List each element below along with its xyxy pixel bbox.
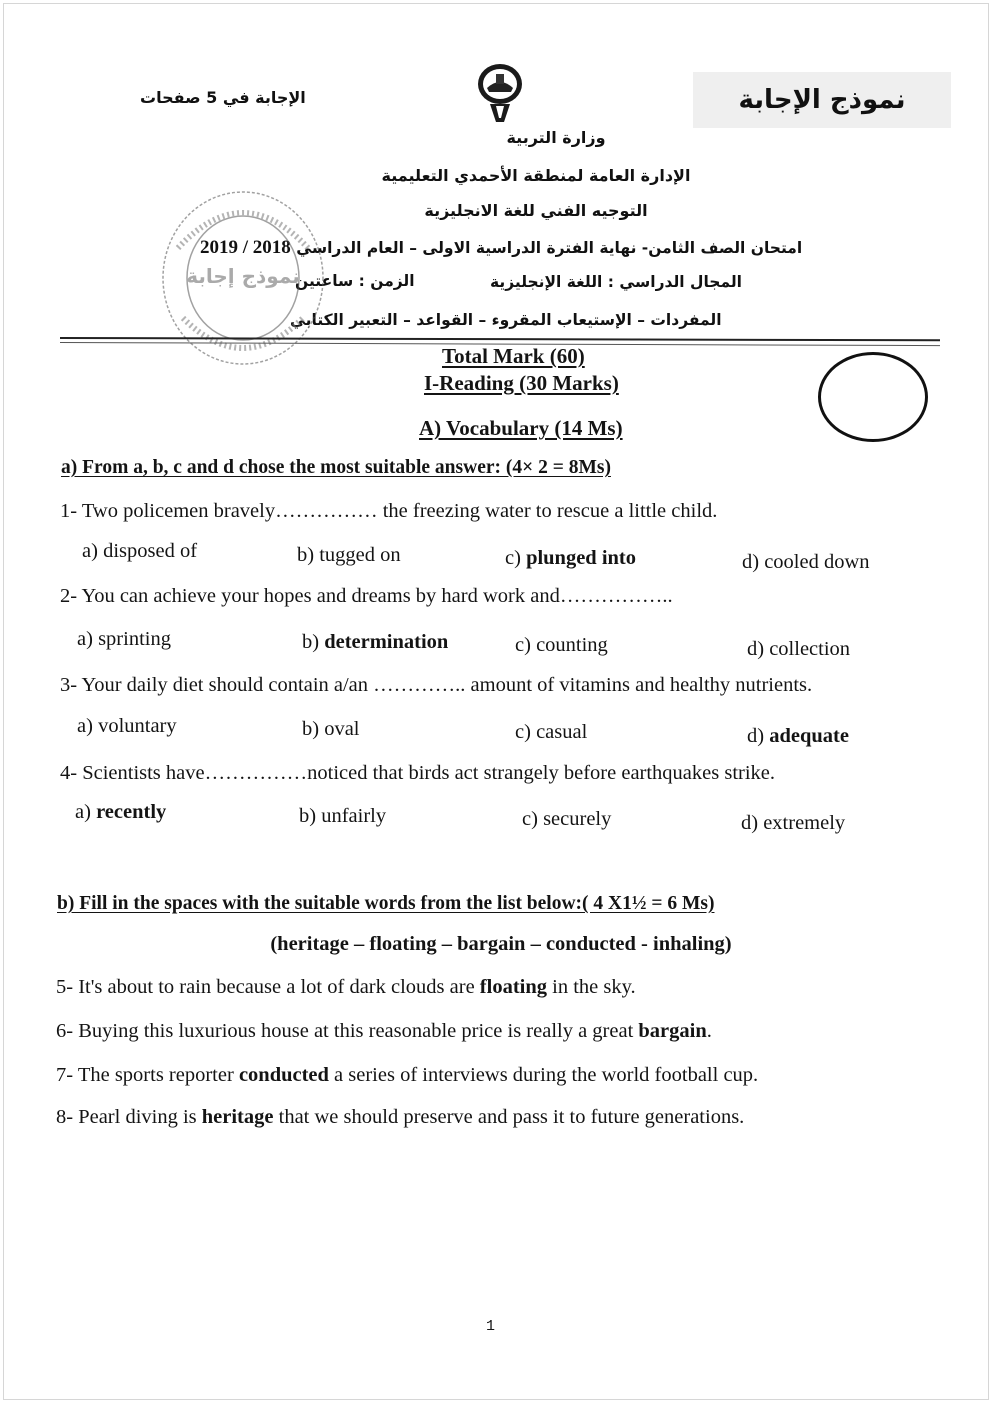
q4-option-b: b) unfairly <box>299 805 387 827</box>
sentence-8: 8- Pearl diving is heritage that we should preserve and pass it to future generations. <box>56 1106 745 1128</box>
english-guidance-dept: التوجيه الفني للغة الانجليزية <box>424 201 648 220</box>
q3-option-a: a) voluntary <box>77 715 177 737</box>
q2-option-c: c) counting <box>515 634 608 656</box>
subject-field: المجال الدراسي : اللغة الإنجليزية <box>490 273 742 291</box>
model-answer-label: نموذج الإجابة <box>738 85 906 115</box>
question-4: 4- Scientists have……………noticed that birds act strangely before earthquakes strike. <box>60 762 776 784</box>
reading-section-title: I-Reading (30 Marks) <box>424 371 619 395</box>
sentence-7: 7- The sports reporter conducted a series of interviews during the world football cup. <box>56 1064 759 1086</box>
q2-option-b-correct: b) determination <box>302 631 449 653</box>
ministry-emblem-icon <box>474 60 526 126</box>
model-answer-label-box <box>693 72 951 128</box>
q4-option-d: d) extremely <box>741 812 846 834</box>
page-number: 1 <box>486 1318 496 1335</box>
section-a-heading: a) From a, b, c and d chose the most suitable answer: (4× 2 = 8Ms) <box>61 457 611 478</box>
q3-option-d-correct: d) adequate <box>747 725 849 747</box>
q1-option-d: d) cooled down <box>742 551 870 573</box>
vocabulary-section-title: A) Vocabulary (14 Ms) <box>419 416 623 440</box>
score-circle <box>818 352 928 442</box>
question-2: 2- You can achieve your hopes and dreams by hard work and…………….. <box>60 585 673 607</box>
q2-option-d: d) collection <box>747 638 851 660</box>
exam-description: امتحان الصف الثامن- نهاية الفترة الدراسية الاولى – العام الدراسي <box>296 239 803 257</box>
academic-year: 2019 / 2018 <box>200 237 291 258</box>
sentence-5: 5- It's about to rain because a lot of dark clouds are floating in the sky. <box>56 976 636 998</box>
q1-option-c-correct: c) plunged into <box>505 547 637 569</box>
stamp-text: نموذج إجابة <box>186 264 300 288</box>
q3-option-c: c) casual <box>515 721 588 743</box>
word-list: (heritage – floating – bargain – conducted - inhaling) <box>270 933 732 955</box>
answer-word: conducted <box>238 1064 329 1086</box>
q4-option-c: c) securely <box>522 808 612 830</box>
official-stamp-icon <box>158 188 328 368</box>
q4-option-a-correct: a) recently <box>75 801 167 823</box>
answer-word: floating <box>479 976 547 998</box>
section-b-heading: b) Fill in the spaces with the suitable words from the list below:( 4 X1½ = 6 Ms) <box>57 893 715 914</box>
ministry-name: وزارة التربية <box>506 128 606 147</box>
q1-option-b: b) tugged on <box>297 544 401 566</box>
sentence-6: 6- Buying this luxurious house at this reasonable price is really a great bargain. <box>56 1020 712 1042</box>
exam-skills: المفردات – الإستيعاب المقروء – القواعد – التعبير الكتابي <box>290 311 722 329</box>
question-3: 3- Your daily diet should contain a/an ………….. amount of vitamins and healthy nutrients. <box>60 674 813 696</box>
q3-option-b: b) oval <box>302 718 360 740</box>
q1-option-a: a) disposed of <box>82 540 198 562</box>
q2-option-a: a) sprinting <box>77 628 171 650</box>
answer-pages-note: الإجابة في 5 صفحات <box>140 88 306 107</box>
exam-duration: الزمن : ساعتين <box>295 272 415 290</box>
answer-word: bargain <box>638 1020 707 1042</box>
question-1: 1- Two policemen bravely…………… the freezing water to rescue a little child. <box>60 500 718 522</box>
education-region: الإدارة العامة لمنطقة الأحمدي التعليمية <box>381 166 691 185</box>
total-mark-title: Total Mark (60) <box>442 344 585 368</box>
answer-word: heritage <box>201 1106 274 1128</box>
